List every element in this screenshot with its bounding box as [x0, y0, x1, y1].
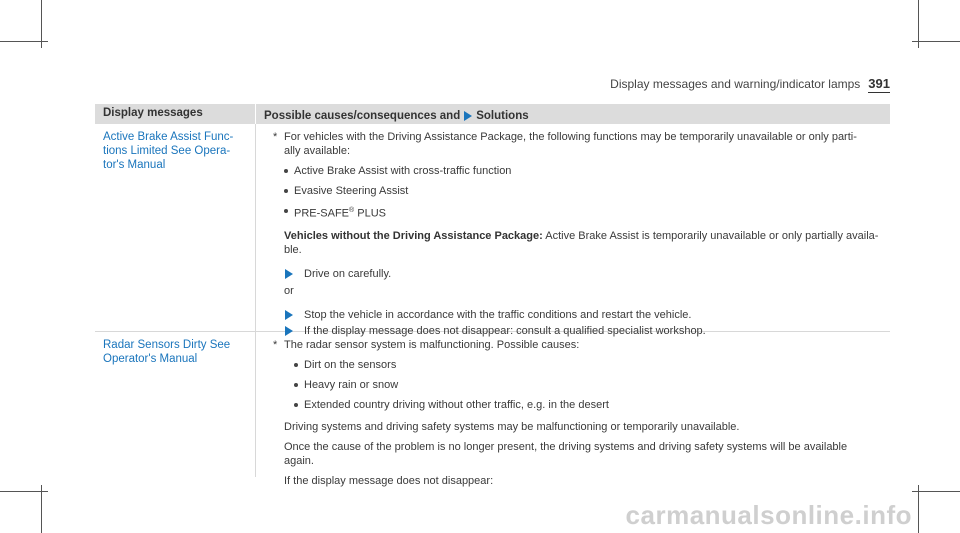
- crop-mark: [41, 485, 42, 533]
- crop-mark: [912, 41, 960, 42]
- bold-paragraph-text: ble.: [284, 243, 302, 256]
- list-item-text: PRE-SAFE: [294, 207, 350, 220]
- solution-cell: [255, 332, 890, 487]
- footnote-star: *: [273, 339, 278, 351]
- paragraph-line: again.: [284, 455, 314, 467]
- page-number: 391: [868, 76, 890, 91]
- table-row: [95, 332, 890, 487]
- message-cell[interactable]: [95, 332, 255, 477]
- or-text: or: [284, 284, 294, 297]
- message-cell[interactable]: [95, 124, 255, 331]
- intro-line: The radar sensor system is malfunctioning. Possible causes:: [284, 339, 580, 351]
- action-step: [264, 308, 882, 322]
- message-line: tor's Manual: [103, 159, 166, 171]
- intro-line: ally available:: [284, 145, 351, 157]
- running-header: [610, 76, 890, 93]
- bold-label: Vehicles without the Driving Assistance Package:: [284, 229, 543, 242]
- play-arrow-icon: [285, 310, 293, 320]
- crop-mark: [0, 41, 48, 42]
- paragraph: [264, 440, 882, 468]
- message-table: [95, 104, 890, 487]
- table-row: [95, 124, 890, 337]
- play-arrow-icon: [285, 269, 293, 279]
- list-item: [264, 204, 882, 221]
- col-header-causes: [255, 104, 890, 124]
- footnote-star: *: [273, 131, 278, 143]
- crop-mark: [918, 485, 919, 533]
- list-item: Dirt on the sensors: [274, 358, 882, 372]
- paragraph-line: Once the cause of the problem is no longer present, the driving systems and driving safety systems will be available: [284, 441, 848, 453]
- list-item: Extended country driving without other traffic, e.g. in the desert: [274, 398, 882, 412]
- list-item: Evasive Steering Assist: [264, 184, 882, 198]
- watermark: carmanualsonline.info: [625, 500, 912, 530]
- play-arrow-icon: [464, 111, 472, 121]
- action-text: Drive on carefully.: [304, 267, 392, 280]
- crop-mark: [912, 491, 960, 492]
- list-item: Heavy rain or snow: [274, 378, 882, 392]
- play-arrow-icon: [285, 326, 293, 336]
- solution-cell: [255, 124, 890, 337]
- col-header-messages: Display messages: [103, 107, 203, 119]
- message-line: tions Limited See Opera-: [103, 145, 231, 157]
- crop-mark: [0, 491, 48, 492]
- registered-mark: ®: [349, 207, 355, 214]
- message-line: Operator's Manual: [103, 353, 198, 365]
- paragraph: If the display message does not disappear:: [284, 475, 494, 487]
- table-header: [95, 104, 890, 124]
- intro-line: For vehicles with the Driving Assistance Package, the following functions may be temporarily unavailable or only parti-: [284, 131, 857, 143]
- intro-text: [264, 130, 882, 158]
- action-text: Stop the vehicle in accordance with the traffic conditions and restart the vehicle.: [304, 308, 692, 321]
- list-item-text: PLUS: [357, 207, 386, 220]
- action-text: If the display message does not disappear: consult a qualified specialist workshop.: [304, 324, 706, 337]
- col-header-solutions-text: Solutions: [476, 109, 529, 122]
- bold-paragraph-text: Active Brake Assist is temporarily unavailable or only partially availa-: [545, 229, 879, 242]
- action-step: [264, 267, 882, 281]
- paragraph: Driving systems and driving safety systems may be malfunctioning or temporarily unavailable.: [284, 421, 740, 433]
- intro-text: [264, 338, 882, 352]
- col-header-causes-text: Possible causes/consequences and: [264, 109, 461, 122]
- action-step: [264, 324, 882, 338]
- bold-paragraph: [264, 229, 882, 257]
- list-item: Active Brake Assist with cross-traffic function: [264, 164, 882, 178]
- message-line: Radar Sensors Dirty See: [103, 339, 231, 351]
- message-line: Active Brake Assist Func-: [103, 131, 234, 143]
- section-title: Display messages and warning/indicator lamps: [610, 77, 861, 91]
